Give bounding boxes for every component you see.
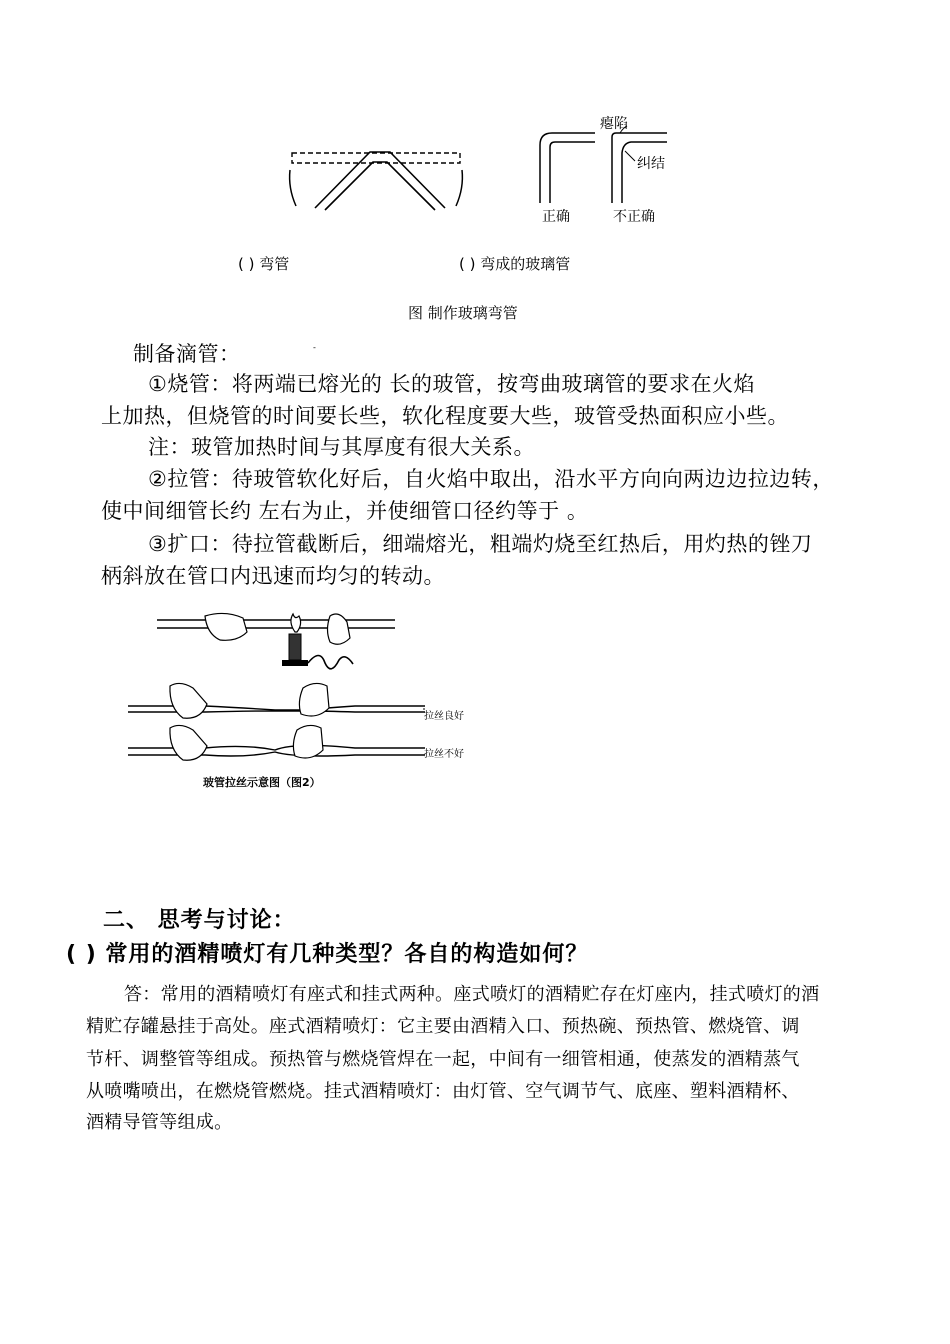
knot-label: 纠结 (637, 156, 665, 172)
text-line: ②拉管：待玻管软化好后，自火焰中取出，沿水平方向向两边边拉边转， (148, 467, 834, 491)
dent-label: 瘪陷 (600, 116, 628, 132)
right-hand-good (299, 683, 329, 716)
left-rotation-arc (290, 170, 296, 206)
good-tube-lower (128, 711, 425, 712)
correct-tube-outer (540, 133, 595, 203)
bad-tube-lower (128, 752, 425, 756)
right-hand-top (328, 614, 351, 644)
bent-tube-inner (325, 162, 435, 210)
top-tube (157, 620, 395, 628)
figure-caption: 图 制作玻璃弯管 (408, 304, 518, 322)
answer-line: 从喷嘴喷出，在燃烧管燃烧。挂式酒精喷灯：由灯管、空气调节气、底座、塑料酒精杯、 (86, 1081, 800, 1102)
gas-hose (308, 656, 353, 669)
question-text: ( ) 常用的酒精喷灯有几种类型？各自的构造如何？ (66, 942, 589, 967)
caption-bent-tube: ( ) 弯成的玻璃管 (459, 255, 571, 273)
answer-line: 精贮存罐悬挂于高处。座式酒精喷灯：它主要由酒精入口、预热碗、预热管、燃烧管、调 (86, 1016, 800, 1037)
answer-line: 酒精导管等组成。 (86, 1112, 233, 1133)
text-line: ①烧管：将两端已熔光的 长的玻管，按弯曲玻璃管的要求在火焰 (148, 372, 755, 396)
correct-label: 正确 (542, 209, 570, 225)
section-title-dropper: 制备滴管： (133, 342, 241, 366)
label-drawing-good: 拉丝良好 (424, 711, 464, 722)
tube-drawing-illustration (125, 608, 480, 788)
bending-tube-diagram (280, 140, 470, 215)
caption-bending: ( ) 弯管 (238, 255, 290, 273)
right-hand-bad (293, 725, 323, 758)
text-line: ③扩口：待拉管截断后，细端熔光，粗端灼烧至红热后，用灼热的锉刀 (148, 532, 813, 556)
flame-icon (291, 614, 301, 632)
label-drawing-bad: 拉丝不好 (424, 749, 464, 760)
answer-line: 答：常用的酒精喷灯有座式和挂式两种。座式喷灯的酒精贮存在灯座内，挂式喷灯的酒 (124, 984, 820, 1005)
knot-marker (625, 151, 635, 161)
section-heading-discussion: 二、 思考与讨论： (103, 908, 296, 933)
lamp-body (289, 634, 301, 660)
text-line: 使中间细管长约 左右为止，并使细管口径约等于 。 (101, 499, 589, 523)
right-rotation-arc (456, 170, 462, 206)
answer-line: 节杆、调整管等组成。预热管与燃烧管焊在一起，中间有一细管相通，使蒸发的酒精蒸气 (86, 1049, 800, 1070)
text-line: 上加热，但烧管的时间要长些，软化程度要大些，玻管受热面积应小些。 (101, 404, 789, 428)
figure2-caption: 玻管拉丝示意图（图2） (203, 776, 321, 789)
text-line: 柄斜放在管口内迅速而均匀的转动。 (101, 564, 445, 588)
correct-tube-inner (550, 142, 595, 203)
text-line: 注：玻管加热时间与其厚度有很大关系。 (148, 435, 535, 459)
left-hand-good (170, 683, 207, 718)
good-tube-left (128, 706, 425, 710)
incorrect-label: 不正确 (613, 209, 655, 225)
tiny-mark: - (313, 343, 316, 352)
left-hand-top (205, 613, 247, 640)
lamp-base (282, 660, 308, 666)
